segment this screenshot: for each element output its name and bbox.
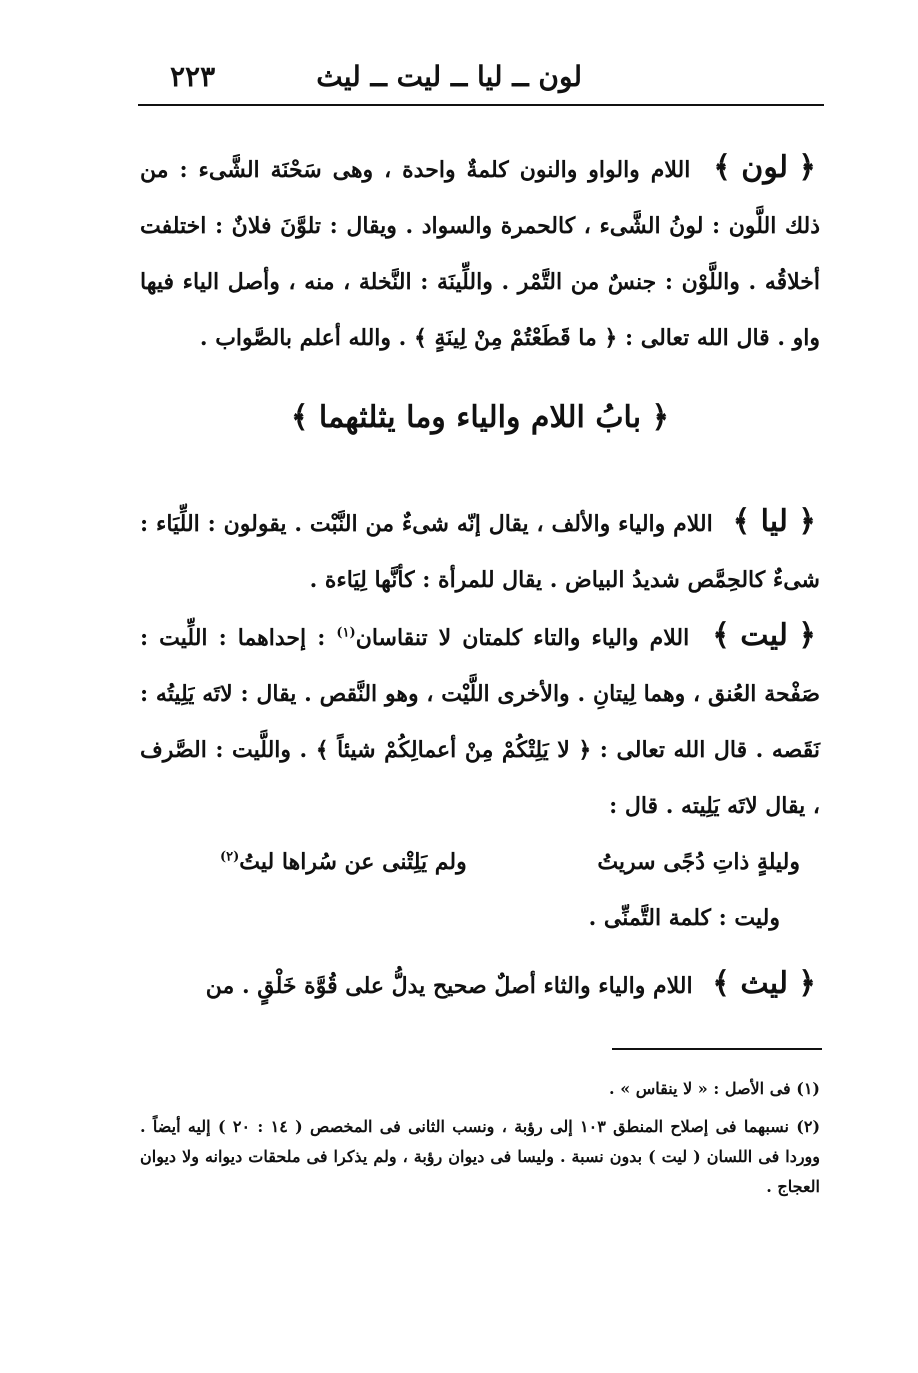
- footnote-1: (١) فى الأصل : « لا ينقاس » .: [609, 1079, 820, 1098]
- footnote-2: (٢) نسبهما فى إصلاح المنطق ١٠٣ إلى رؤبة ، ونسب الثانى فى المخصص ( ١٤ : ٢٠ ) إليه أيضاً . ووردا فى اللسان ( ليت ) بدون نسبة . وليسا فى ديوان رؤبة ، ولم يذكرا فى ملحقات ديوانه ولا ديوان العجاج .: [140, 1117, 821, 1196]
- headword-lawn: ﴿ لون ﴾: [713, 150, 816, 185]
- footnotes: [140, 1074, 820, 1202]
- verse-first-hemistich: وليلةٍ ذاتِ دُجًى سريتُ: [597, 849, 800, 875]
- section-title: ﴿ بابُ اللام والياء وما يثلثهما ﴾: [290, 400, 670, 435]
- entry-liya: [140, 494, 820, 608]
- running-title: لون ــ ليا ــ ليت ــ ليث: [316, 60, 582, 93]
- entry-layth-text: اللام والياء والثاء أصلٌ صحيح يدلُّ على قُوَّة خَلْقٍ . من: [205, 973, 693, 999]
- headword-layth: ﴿ ليث ﴾: [712, 966, 816, 1001]
- entry-lawn: [140, 140, 820, 366]
- footnote-rule: [612, 1048, 822, 1050]
- header-rule: [138, 104, 824, 106]
- entry-layt-text-b: : إحداهما : اللِّيت : صَفْحة العُنق ، وهما لِيتانِ . والأخرى اللَّيْت ، وهو النَّقص . يقال : لاتَه يَلِيتُه : نَقَصه . قال الله تعالى : ﴿ لا يَلِتْكُمْ مِنْ أعمالِكُمْ شيئاً ﴾ . واللَّيت : الصَّرف ، يقال لاتَه يَلِيته . قال :: [140, 625, 820, 819]
- entry-lawn-text: اللام والواو والنون كلمةٌ واحدة ، وهى سَحْنَة الشَّىء : من ذلك اللَّون : لونُ الشَّىء ، كالحمرة والسواد . ويقال : تلوَّنَ فلانٌ : اختلفت أخلاقُه . واللَّوْن : جنسٌ من التَّمْر . واللِّينَة : النَّخلة ، منه ، وأصل الياء فيها واو . قال الله تعالى : ﴿ ما قَطَعْتُمْ مِنْ لِينَةٍ ﴾ . والله أعلم بالصَّواب .: [140, 157, 820, 351]
- main-text: [140, 140, 820, 1014]
- footnote-ref-1: (١): [336, 625, 356, 641]
- page-header: [140, 58, 822, 102]
- page-number: ٢٢٣: [170, 60, 216, 93]
- footnote-ref-2: (٢): [220, 849, 240, 865]
- entry-layt-text-a: اللام والياء والتاء كلمتان لا تنقاسان: [355, 625, 690, 651]
- entry-layt: [140, 608, 820, 834]
- headword-layt: ﴿ ليت ﴾: [712, 618, 816, 653]
- verse-second-hemistich: ولم يَلِتْنى عن سُراها ليتُ$^{(٢)}$: [220, 849, 467, 875]
- entry-liya-text: اللام والياء والألف ، يقال إنّه شىءٌ من النَّبْت . يقولون : اللِّيَاء : شىءٌ كالحِمَّص شديدُ البياض . يقال للمرأة : كأنَّها لِيَاءة .: [140, 511, 820, 593]
- verse-line: [220, 834, 800, 890]
- headword-liya: ﴿ ليا ﴾: [732, 504, 816, 539]
- entry-layt-after-verse: وليت : كلمة التَّمنِّى .: [588, 905, 780, 931]
- entry-layth: [140, 956, 820, 1014]
